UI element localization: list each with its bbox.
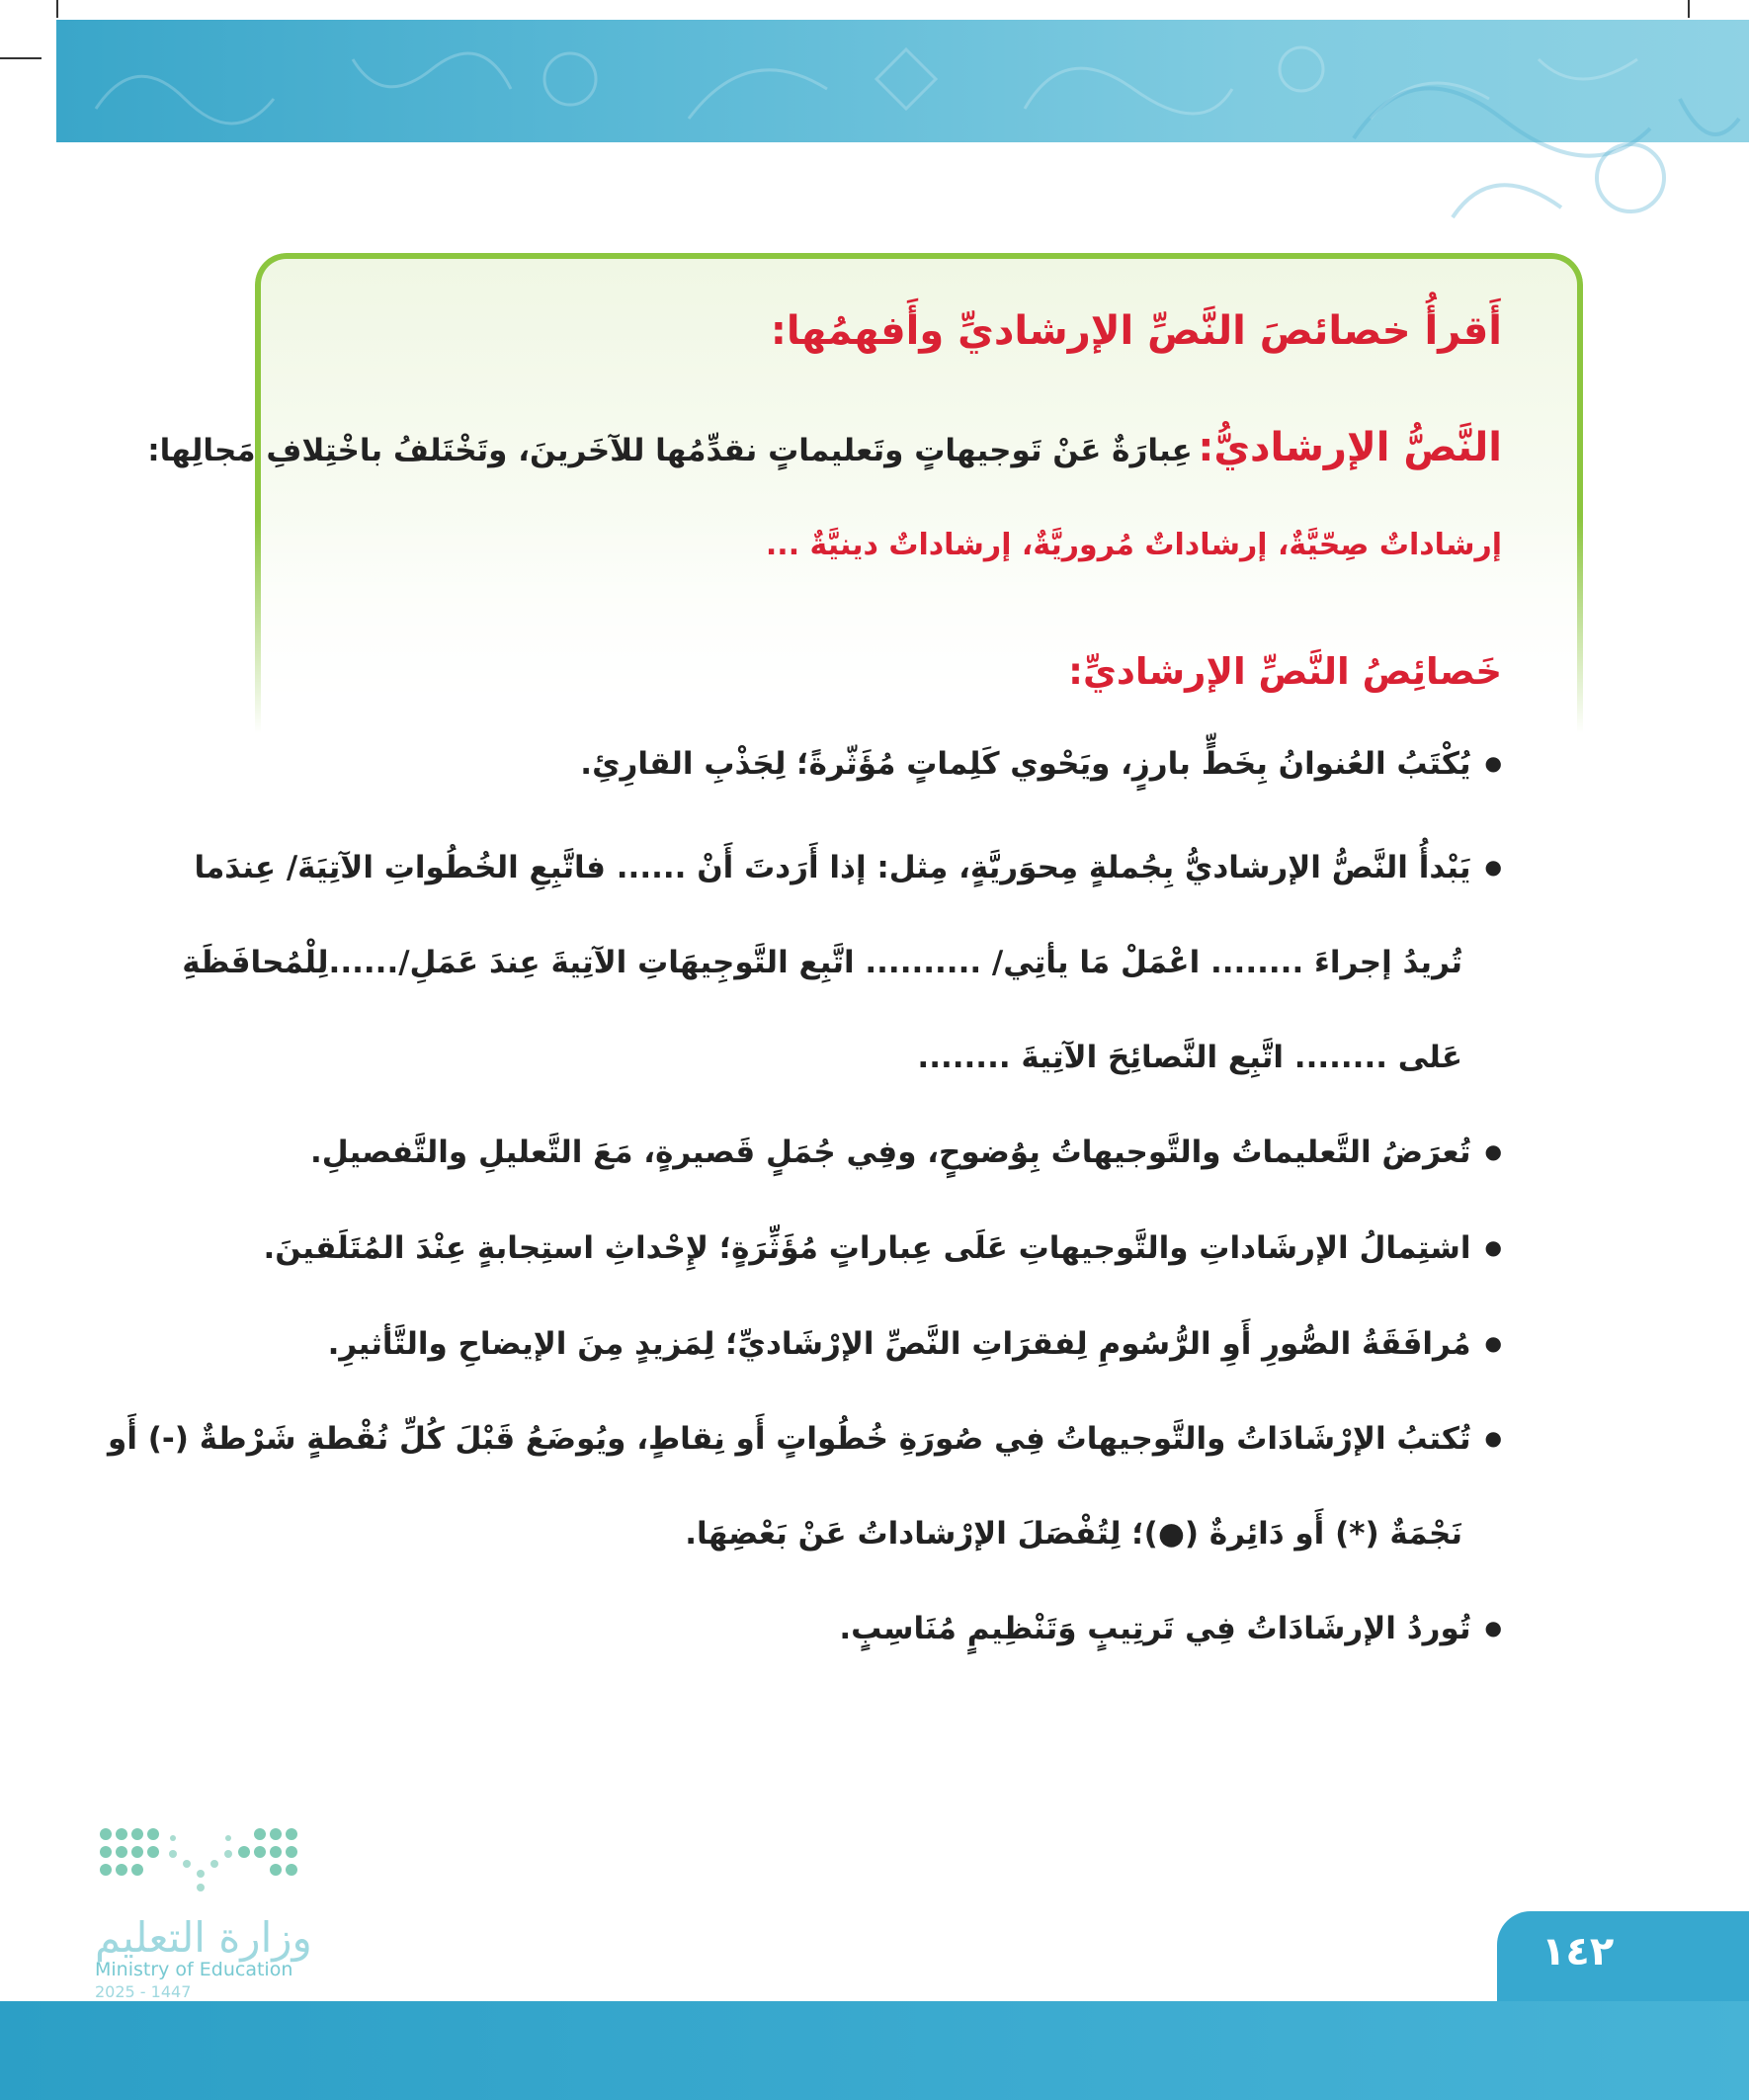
definition [147,425,1502,470]
ministry-year: 2025 - 1447 [95,1982,192,2001]
list-item: ● تُوردُ الإرشَادَاتُ فِي تَرتِيبٍ وَتَنْظِيمٍ مُنَاسِبٍ. [839,1611,1502,1646]
list-item: ● مُرافَقَةُ الصُّورِ أَوِ الرُّسُومِ لِفقرَاتِ النَّصِّ الإرْشَاديِّ؛ لِمَزيدٍ مِنَ الإيضاحِ والتَّأثيرِ. [328,1326,1502,1362]
ministry-name-english: Ministry of Education [95,1959,293,1980]
section-title: خَصائِصُ النَّصِّ الإرشاديِّ: [1068,650,1502,693]
examples: إرشاداتٌ صِحّيَّةٌ، إرشاداتٌ مُروريَّةٌ، إرشاداتٌ دينيَّةٌ ... [765,528,1502,562]
list-item-continuation: عَلى ........ اتَّبِع النَّصائِحَ الآتِيةَ ........ [917,1040,1462,1075]
list-item-continuation: تُريدُ إجراءَ ........ اعْمَلْ مَا يأتِي/ .......... اتَّبِع التَّوجِيهَاتِ الآتِيةَ عِندَ عَمَلِ/......لِلْمُحافَظَةِ [182,945,1462,980]
ministry-logo-icon [94,1824,311,1907]
crop-mark [1688,0,1690,18]
bottom-band [0,2001,1749,2100]
list-item-continuation: نَجْمَةٌ (*) أَو دَائِرةٌ (●)؛ لِتُفْصَلَ الإرْشاداتُ عَنْ بَعْضِهَا. [685,1516,1462,1552]
page-number-tab [1497,1911,1749,2001]
crop-mark [0,57,42,59]
list-item: ● تُكتبُ الإرْشَادَاتُ والتَّوجيهاتُ فِي صُورَةِ خُطُواتٍ أَو نِقاطٍ، ويُوضَعُ قَبْلَ كُلِّ نُقْطةٍ شَرْطةٌ (-) أَو [296,1421,1502,1457]
list-item: ● اشتِمالُ الإرشَاداتِ والتَّوجيهاتِ عَلَى عِباراتٍ مُؤَثِّرَةٍ؛ لإِحْداثِ استِجابةٍ عِنْدَ المُتَلَقينَ. [264,1230,1503,1266]
crop-mark [56,0,58,18]
ministry-name-arabic: وزارة التعليم [95,1913,312,1962]
list-item: ● يَبْدأُ النَّصُّ الإرشاديُّ بِجُملةٍ مِحوَريَّةٍ، مِثل: إذا أَرَدتَ أَنْ ...... فاتَّبِعِ الخُطُواتِ الآتِيَةَ/ عِندَما [296,850,1502,885]
lesson-heading: أَقرأُ خصائصَ النَّصِّ الإرشاديِّ وأَفهمُها: [770,308,1502,354]
list-item: ● يُكْتَبُ العُنوانُ بِخَطٍّ بارزٍ، ويَحْوي كَلِماتٍ مُؤَثّرةً؛ لِجَذْبِ القارِئِ. [580,746,1502,782]
definition-text: عِبارَةٌ عَنْ تَوجيهاتٍ وتَعليماتٍ نقدِّمُها للآخَرينَ، وتَخْتَلفُ باخْتِلافِ مَجالِها: [147,433,1193,468]
page-number: ١٤٢ [1541,1929,1615,1974]
calligraphy-ornament [1334,20,1749,247]
definition-term: النَّصُّ الإرشاديُّ: [1198,425,1502,470]
list-item: ● تُعرَضُ التَّعليماتُ والتَّوجيهاتُ بِوُضوحٍ، وفِي جُمَلٍ قَصيرةٍ، مَعَ التَّعليلِ والتَّفصيلِ. [310,1134,1502,1170]
